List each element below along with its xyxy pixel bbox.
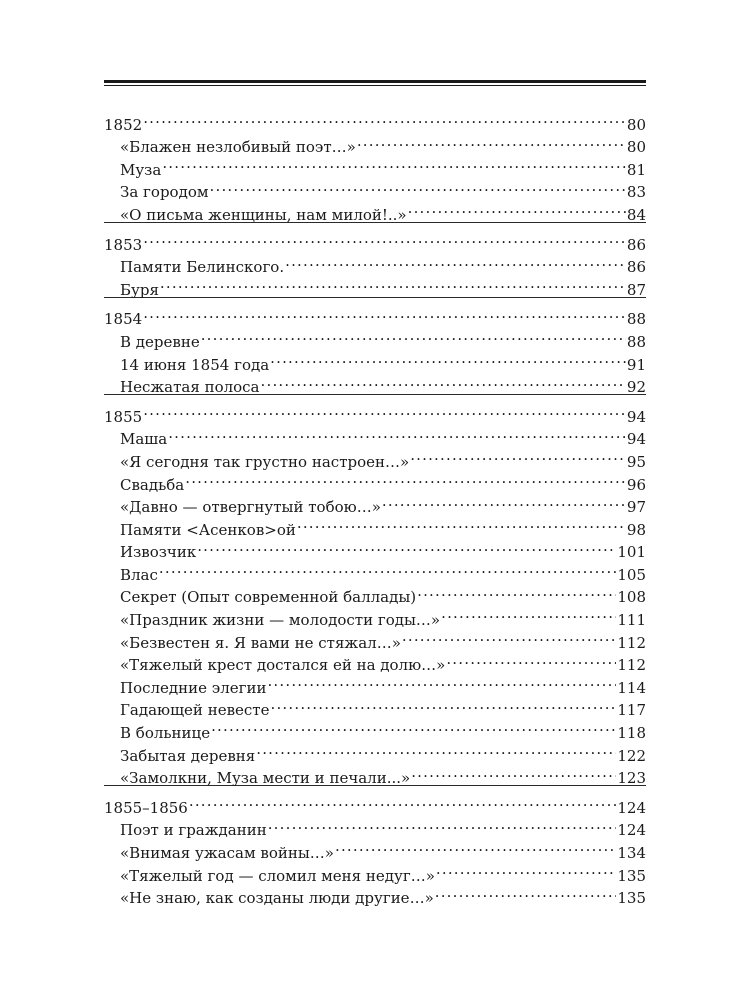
toc-entry-title: Памяти Белинского. xyxy=(120,258,285,277)
toc-entry-page-number: 105 xyxy=(617,565,646,584)
toc-entry-title: В деревне xyxy=(120,332,200,351)
leader-dots xyxy=(143,107,626,130)
leader-dots xyxy=(335,835,616,858)
toc-entry-page-number: 97 xyxy=(626,498,646,517)
toc-entry-page-number: 98 xyxy=(626,520,646,539)
leader-dots xyxy=(261,370,626,393)
leader-dots xyxy=(417,580,616,603)
toc-section xyxy=(104,107,646,223)
toc-entry-title: 14 июня 1854 года xyxy=(120,355,270,374)
year-heading-title: 1855 xyxy=(104,407,143,426)
year-heading xyxy=(104,399,646,426)
toc-entry xyxy=(104,250,646,277)
toc-entry-title: «Давно — отвергнутый тобою…» xyxy=(120,498,381,517)
leader-dots xyxy=(382,490,626,513)
toc-entry-page-number: 135 xyxy=(617,866,646,885)
leader-dots xyxy=(270,347,626,370)
leader-dots xyxy=(256,738,616,761)
toc-entry-page-number: 94 xyxy=(626,430,646,449)
toc-entry xyxy=(104,130,646,157)
leader-dots xyxy=(441,602,616,625)
toc-entry-page-number: 118 xyxy=(617,724,646,743)
year-heading-page-number: 80 xyxy=(626,115,646,134)
toc-entry-page-number: 111 xyxy=(617,611,646,630)
toc-entry-page-number: 134 xyxy=(617,844,646,862)
leader-dots xyxy=(185,467,626,490)
leader-dots xyxy=(446,648,616,671)
leader-dots xyxy=(197,535,616,558)
toc-entry-title: За городом xyxy=(120,183,209,202)
year-heading-title: 1853 xyxy=(104,235,143,254)
leader-dots xyxy=(297,512,626,535)
toc-entry-title: В больнице xyxy=(120,724,211,743)
toc-entry-page-number: 84 xyxy=(626,205,646,224)
toc-entry-title: «Внимая ужасам войны…» xyxy=(120,844,334,862)
year-heading xyxy=(104,302,646,329)
toc-entry-page-number: 95 xyxy=(626,452,646,471)
toc-entry-page-number: 108 xyxy=(617,588,646,607)
toc-entry-page-number: 83 xyxy=(626,183,646,202)
toc-entry-title: Последние элегии xyxy=(120,678,267,697)
toc-entry-title: «Тяжелый год — сломил меня недуг…» xyxy=(120,866,435,885)
leader-dots xyxy=(168,422,626,445)
year-heading-title: 1854 xyxy=(104,310,143,329)
leader-dots xyxy=(210,175,626,198)
toc-entry-title: Секрет (Опыт современной баллады) xyxy=(120,588,417,607)
toc-entry-title: «Замолкни, Муза мести и печали...» xyxy=(120,769,411,788)
toc-entry-page-number: 87 xyxy=(626,280,646,299)
toc-entry-page-number: 91 xyxy=(626,355,646,374)
toc-entry-title: Извозчик xyxy=(120,543,197,562)
leader-dots xyxy=(211,715,616,738)
leader-dots xyxy=(143,302,626,325)
toc-entry-title: Несжатая полоса xyxy=(120,378,260,397)
table-of-contents xyxy=(104,107,646,909)
toc-entry-title: «Я сегодня так грустно настроен…» xyxy=(120,452,410,471)
year-heading-page-number: 124 xyxy=(617,798,646,817)
toc-entry-title: Памяти <Асенков>ой xyxy=(120,520,296,539)
leader-dots xyxy=(402,625,616,648)
toc-entry-page-number: 80 xyxy=(626,138,646,157)
toc-entry-title: Буря xyxy=(120,280,159,299)
leader-dots xyxy=(268,813,617,836)
year-heading xyxy=(104,227,646,254)
toc-entry-page-number: 81 xyxy=(626,160,646,179)
toc-entry-page-number: 96 xyxy=(626,475,646,494)
year-heading xyxy=(104,107,646,134)
leader-dots xyxy=(436,858,616,881)
toc-entry xyxy=(104,422,646,449)
year-heading xyxy=(104,790,646,817)
toc-entry-title: «Безвестен я. Я вами не стяжал…» xyxy=(120,633,401,652)
toc-entry xyxy=(104,272,646,299)
toc-entry-title: Свадьба xyxy=(120,475,185,494)
leader-dots xyxy=(435,881,617,904)
toc-entry-title: Поэт и гражданин xyxy=(120,821,267,840)
toc-entry-title: «Тяжелый крест достался ей на долю…» xyxy=(120,656,446,675)
toc-entry xyxy=(104,490,646,517)
toc-entry-page-number: 117 xyxy=(617,701,646,720)
toc-entry-page-number: 123 xyxy=(617,769,646,788)
header-rule-thin xyxy=(104,85,646,86)
toc-entry-title: «Не знаю, как созданы люди другие…» xyxy=(120,889,434,908)
year-heading-page-number: 88 xyxy=(626,310,646,329)
leader-dots xyxy=(408,197,626,220)
toc-entry xyxy=(104,467,646,494)
leader-dots xyxy=(143,227,626,250)
toc-entry xyxy=(104,175,646,202)
year-heading-page-number: 94 xyxy=(626,407,646,426)
leader-dots xyxy=(267,670,616,693)
toc-entry-title: «О письма женщины, нам милой!..» xyxy=(120,205,407,224)
toc-entry-title: Влас xyxy=(120,565,158,584)
toc-section xyxy=(104,790,646,908)
toc-entry-page-number: 122 xyxy=(617,746,646,765)
toc-entry-title: Маша xyxy=(120,430,168,449)
leader-dots xyxy=(201,324,626,347)
toc-entry-page-number: 88 xyxy=(626,332,646,351)
toc-entry-page-number: 112 xyxy=(617,656,646,675)
toc-entry xyxy=(104,324,646,351)
leader-dots xyxy=(162,152,626,175)
header-rule xyxy=(104,80,646,83)
toc-entry-title: «Праздник жизни — молодости годы…» xyxy=(120,611,441,630)
toc-entry-page-number: 135 xyxy=(617,889,646,908)
leader-dots xyxy=(357,130,626,153)
toc-entry-page-number: 114 xyxy=(617,678,646,697)
toc-entry-title: Муза xyxy=(120,160,162,179)
toc-entry-page-number: 92 xyxy=(626,378,646,397)
toc-entry-page-number: 86 xyxy=(626,258,646,277)
leader-dots xyxy=(410,444,626,467)
leader-dots xyxy=(143,399,626,422)
year-heading-title: 1852 xyxy=(104,115,143,134)
leader-dots xyxy=(411,761,616,784)
toc-section xyxy=(104,399,646,786)
year-heading-page-number: 86 xyxy=(626,235,646,254)
leader-dots xyxy=(189,790,617,813)
toc-entry-page-number: 124 xyxy=(617,821,646,840)
toc-entry-title: Гадающей невесте xyxy=(120,701,270,720)
leader-dots xyxy=(159,557,616,580)
leader-dots xyxy=(160,272,626,295)
toc-section xyxy=(104,302,646,395)
year-heading-title: 1855–1856 xyxy=(104,798,188,817)
toc-entry xyxy=(104,444,646,471)
toc-entry xyxy=(104,152,646,179)
toc-entry-page-number: 112 xyxy=(617,633,646,652)
toc-entry-title: «Блажен незлобивый поэт…» xyxy=(120,138,356,157)
toc-entry-page-number: 101 xyxy=(617,543,646,562)
leader-dots xyxy=(270,693,616,716)
toc-entry xyxy=(104,557,646,584)
toc-entry-title: Забытая деревня xyxy=(120,746,256,765)
leader-dots xyxy=(285,250,626,273)
toc-entry xyxy=(104,580,646,607)
toc-section xyxy=(104,227,646,298)
